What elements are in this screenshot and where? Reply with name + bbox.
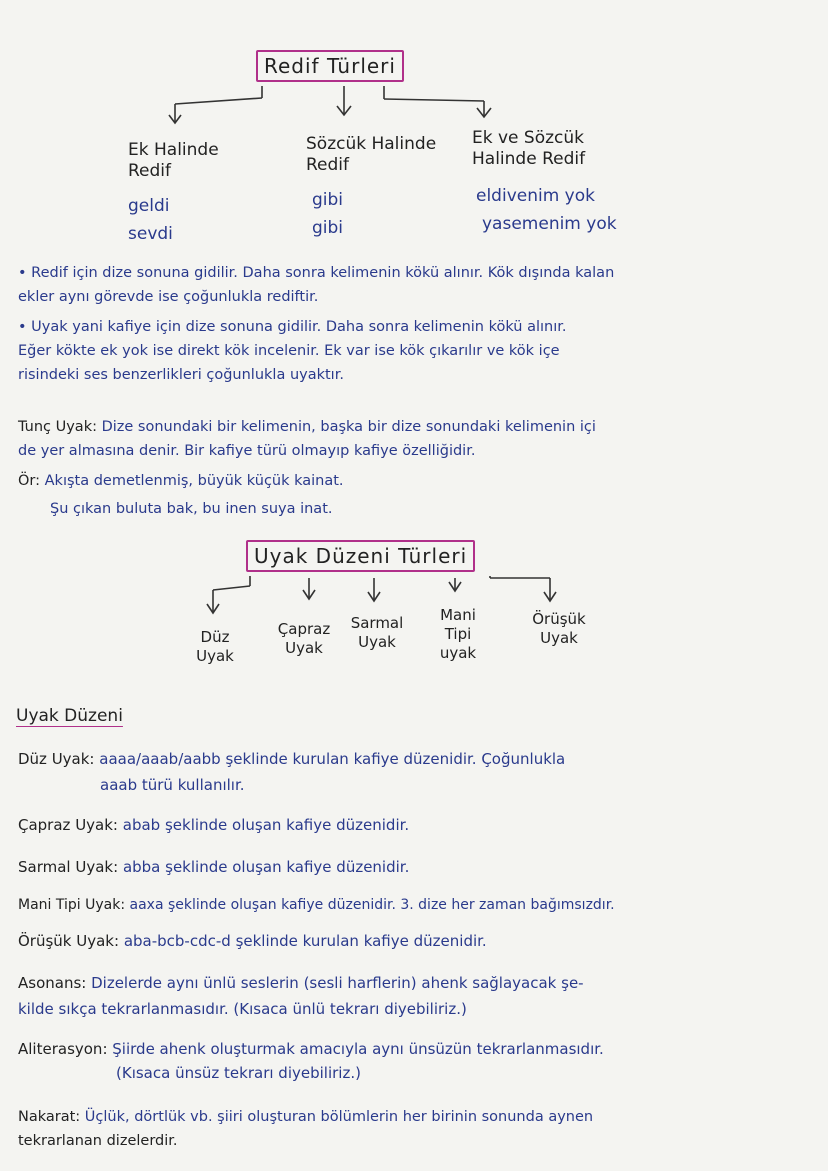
asonans-term: Asonans: [18, 974, 87, 992]
mani-tipi-uyak-line [18, 894, 615, 916]
aliterasyon-text-1: Şiirde ahenk oluşturmak amacıyla aynı ünsüzün tekrarlanmasıdır. [112, 1040, 604, 1058]
redif-col-2-example-1: gibi [312, 190, 344, 210]
sarmal-uyak-line [18, 856, 409, 878]
tunc-uyak-line-1 [18, 416, 596, 438]
sarmal-uyak-text: abba şeklinde oluşan kafiye düzenidir. [122, 858, 410, 876]
redif-col-1-heading: Ek Halinde Redif [128, 140, 219, 181]
mani-tipi-uyak-term: Mani Tipi Uyak: [18, 897, 126, 913]
nakarat-text-1: Üçlük, dörtlük vb. şiiri oluşturan bölümlerin her birinin sonunda aynen [84, 1109, 594, 1125]
redif-tree-connectors [0, 0, 828, 140]
uyak-rule-line-3: risindeki ses benzerlikleri çoğunlukla uyaktır. [18, 367, 344, 383]
tunc-uyak-term: Tunç Uyak: [18, 419, 97, 435]
uyak-type-duz: Düz Uyak [196, 628, 234, 665]
asonans-text-1: Dizelerde aynı ünlü seslerin (sesli harflerin) ahenk sağlayacak şe- [91, 974, 584, 992]
uyak-tree-connectors [0, 560, 828, 630]
orusuk-uyak-line [18, 930, 487, 952]
redif-col-3-heading: Ek ve Sözcük Halinde Redif [472, 128, 586, 169]
redif-col-1-example-2: sevdi [128, 224, 173, 244]
nakarat-term: Nakarat: [18, 1109, 81, 1125]
uyak-type-capraz: Çapraz Uyak [277, 620, 331, 657]
redif-col-2-example-2: gibi [312, 218, 344, 238]
ornek-text-1: Akışta demetlenmiş, büyük küçük kainat. [44, 473, 344, 489]
uyak-rule-line-1: • Uyak yani kafiye için dize sonuna gidilir. Daha sonra kelimenin kökü alınır. [18, 319, 567, 335]
ornek-label: Ör: [18, 473, 41, 489]
uyak-duzeni-heading: Uyak Düzeni [16, 706, 123, 726]
duz-uyak-line-1 [18, 748, 565, 770]
redif-col-3-example-1: eldivenim yok [476, 186, 595, 206]
tunc-uyak-text-1: Dize sonundaki bir kelimenin, başka bir dize sonundaki kelimenin içi [101, 419, 596, 435]
ornek-line-2: Şu çıkan buluta bak, bu inen suya inat. [50, 501, 333, 517]
asonans-line-2: kilde sıkça tekrarlanmasıdır. (Kısaca ünlü tekrarı diyebiliriz.) [18, 1000, 467, 1018]
aliterasyon-line-2: (Kısaca ünsüz tekrarı diyebiliriz.) [116, 1064, 361, 1082]
sarmal-uyak-term: Sarmal Uyak: [18, 858, 119, 876]
duz-uyak-term: Düz Uyak: [18, 750, 95, 768]
capraz-uyak-term: Çapraz Uyak: [18, 816, 118, 834]
redif-rule-line-1: • Redif için dize sonuna gidilir. Daha sonra kelimenin kökü alınır. Kök dışında kalan [18, 265, 615, 281]
redif-col-1-example-1: geldi [128, 196, 170, 216]
redif-col-3-example-2: yasemenim yok [482, 214, 617, 234]
uyak-duzeni-turleri-title: Uyak Düzeni Türleri [246, 540, 475, 572]
orusuk-uyak-text: aba-bcb-cdc-d şeklinde kurulan kafiye düzenidir. [123, 932, 487, 950]
redif-col-2-heading: Sözcük Halinde Redif [306, 134, 437, 175]
uyak-type-sarmal: Sarmal Uyak [350, 614, 404, 651]
nakarat-line-1 [18, 1106, 593, 1128]
asonans-line-1 [18, 972, 584, 994]
aliterasyon-term: Aliterasyon: [18, 1040, 108, 1058]
uyak-type-mani-tipi: Mani Tipi uyak [439, 606, 477, 662]
uyak-type-orusuk: Örüşük Uyak [532, 610, 586, 647]
aliterasyon-line-1 [18, 1038, 604, 1060]
duz-uyak-line-2: aaab türü kullanılır. [100, 776, 245, 794]
tunc-uyak-line-2: de yer almasına denir. Bir kafiye türü olmayıp kafiye özelliğidir. [18, 443, 476, 459]
uyak-rule-line-2: Eğer kökte ek yok ise direkt kök incelenir. Ek var ise kök çıkarılır ve kök içe [18, 343, 560, 359]
redif-turleri-title: Redif Türleri [256, 50, 404, 82]
redif-rule-line-2: ekler aynı görevde ise çoğunlukla rediftir. [18, 289, 319, 305]
mani-tipi-uyak-text: aaxa şeklinde oluşan kafiye düzenidir. 3. dize her zaman bağımsızdır. [129, 897, 615, 913]
capraz-uyak-line [18, 814, 409, 836]
nakarat-line-2: tekrarlanan dizelerdir. [18, 1133, 178, 1149]
ornek-line-1 [18, 470, 344, 492]
orusuk-uyak-term: Örüşük Uyak: [18, 932, 120, 950]
duz-uyak-text-1: aaaa/aaab/aabb şeklinde kurulan kafiye düzenidir. Çoğunlukla [99, 750, 566, 768]
capraz-uyak-text: abab şeklinde oluşan kafiye düzenidir. [122, 816, 410, 834]
